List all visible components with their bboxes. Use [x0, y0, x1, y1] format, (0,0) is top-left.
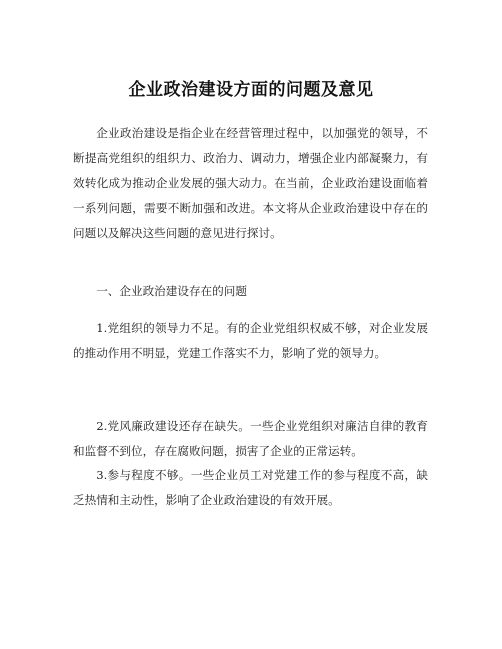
document-title: 企业政治建设方面的问题及意见 [128, 80, 374, 100]
problem-item-3: 3.参与程度不够。一些企业员工对党建工作的参与程度不高，缺乏热情和主动性，影响了企业政治建设的有效开展。 [73, 468, 428, 507]
intro-paragraph: 企业政治建设是指企业在经营管理过程中，以加强党的领导，不断提高党组织的组织力、政治力、调动力，增强企业内部凝聚力，有效转化成为推动企业发展的强大动力。在当前，企业政治建设面临着一系列问题，需要不断加强和改进。本文将从企业政治建设中存在的问题以及解决这些问题的意见进行探讨。 [73, 126, 428, 240]
problem-item-2: 2.党风廉政建设还存在缺失。一些企业党组织对廉洁自律的教育和监督不到位，存在腐败问题，损害了企业的正常运转。 [73, 419, 428, 458]
section-heading: 一、企业政治建设存在的问题 [96, 284, 247, 298]
problem-item-1: 1.党组织的领导力不足。有的企业党组织权威不够，对企业发展的推动作用不明显，党建工作落实不力，影响了党的领导力。 [73, 321, 428, 360]
